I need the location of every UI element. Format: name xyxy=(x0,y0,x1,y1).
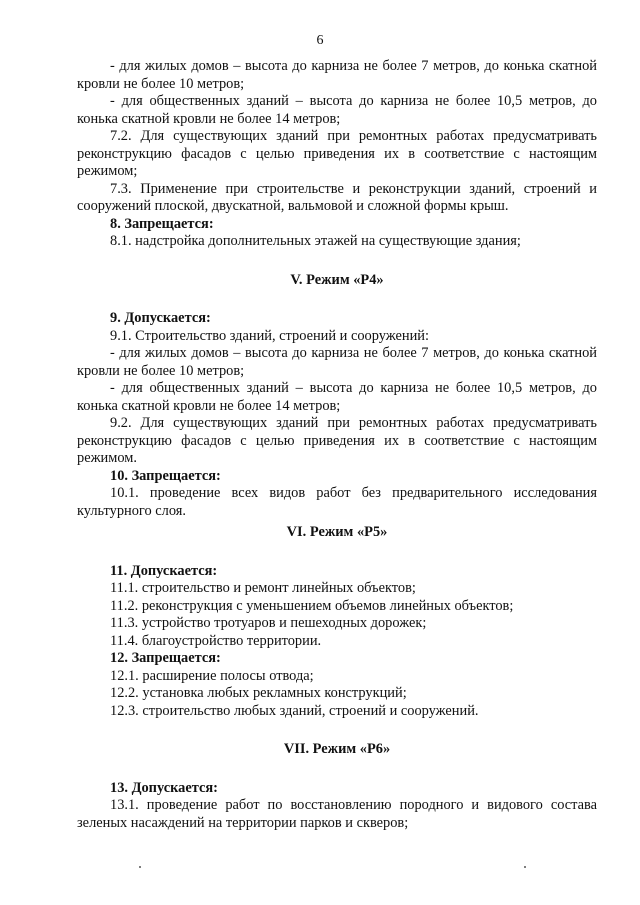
scan-speck xyxy=(524,866,526,868)
section-heading: VII. Режим «Р6» xyxy=(283,741,391,757)
clause-heading: 10. Запрещается: xyxy=(110,467,221,484)
page-number: 6 xyxy=(316,33,324,48)
document-body xyxy=(77,58,597,832)
paragraph: 12.2. установка любых рекламных конструкций; xyxy=(110,685,407,701)
paragraph: 12.1. расширение полосы отвода; xyxy=(110,667,314,684)
paragraph: - для жилых домов – высота до карниза не более 7 метров, до конька скатной кровли не более 10 метров; xyxy=(77,58,597,92)
paragraph: 9.1. Строительство зданий, строений и сооружений: xyxy=(110,327,430,344)
paragraph: 11.2. реконструкция с уменьшением объемов линейных объектов; xyxy=(110,597,514,614)
paragraph: - для общественных зданий – высота до карниза не более 10,5 метров, до конька скатной кровли не более 14 метров; xyxy=(77,93,597,127)
paragraph: 13.1. проведение работ по восстановлению породного и видового состава зеленых насаждений на территории парков и скверов; xyxy=(77,797,597,831)
paragraph: - для жилых домов – высота до карниза не более 7 метров, до конька скатной кровли не более 10 метров; xyxy=(77,345,597,379)
paragraph: 9.2. Для существующих зданий при ремонтных работах предусматривать реконструкцию фасадов с целью приведения их в соответствие с настоящим режимом. xyxy=(77,415,597,466)
clause-heading: 9. Допускается: xyxy=(110,310,211,326)
clause-heading: 12. Запрещается: xyxy=(110,650,221,666)
paragraph: 11.1. строительство и ремонт линейных объектов; xyxy=(110,580,416,596)
section-heading: VI. Режим «Р5» xyxy=(286,524,388,540)
clause-heading: 11. Допускается: xyxy=(110,562,218,579)
paragraph: 12.3. строительство любых зданий, строений и сооружений. xyxy=(110,702,479,719)
paragraph: 11.4. благоустройство территории. xyxy=(110,632,322,649)
section-heading: V. Режим «Р4» xyxy=(290,271,384,288)
paragraph: 11.3. устройство тротуаров и пешеходных дорожек; xyxy=(110,615,427,631)
paragraph: - для общественных зданий – высота до карниза не более 10,5 метров, до конька скатной кровли не более 14 метров; xyxy=(77,380,597,414)
paragraph: 7.2. Для существующих зданий при ремонтных работах предусматривать реконструкцию фасадов с целью приведения их в соответствие с настоящим режимом; xyxy=(77,128,597,179)
clause-heading: 8. Запрещается: xyxy=(110,215,214,232)
clause-heading: 13. Допускается: xyxy=(110,779,218,796)
scan-speck xyxy=(139,866,141,868)
paragraph: 10.1. проведение всех видов работ без предварительного исследования культурного слоя. xyxy=(77,485,597,519)
paragraph: 8.1. надстройка дополнительных этажей на существующие здания; xyxy=(110,233,521,249)
paragraph: 7.3. Применение при строительстве и реконструкции зданий, строений и сооружений плоской, двускатной, вальмовой и сложной формы крыш. xyxy=(77,180,597,214)
